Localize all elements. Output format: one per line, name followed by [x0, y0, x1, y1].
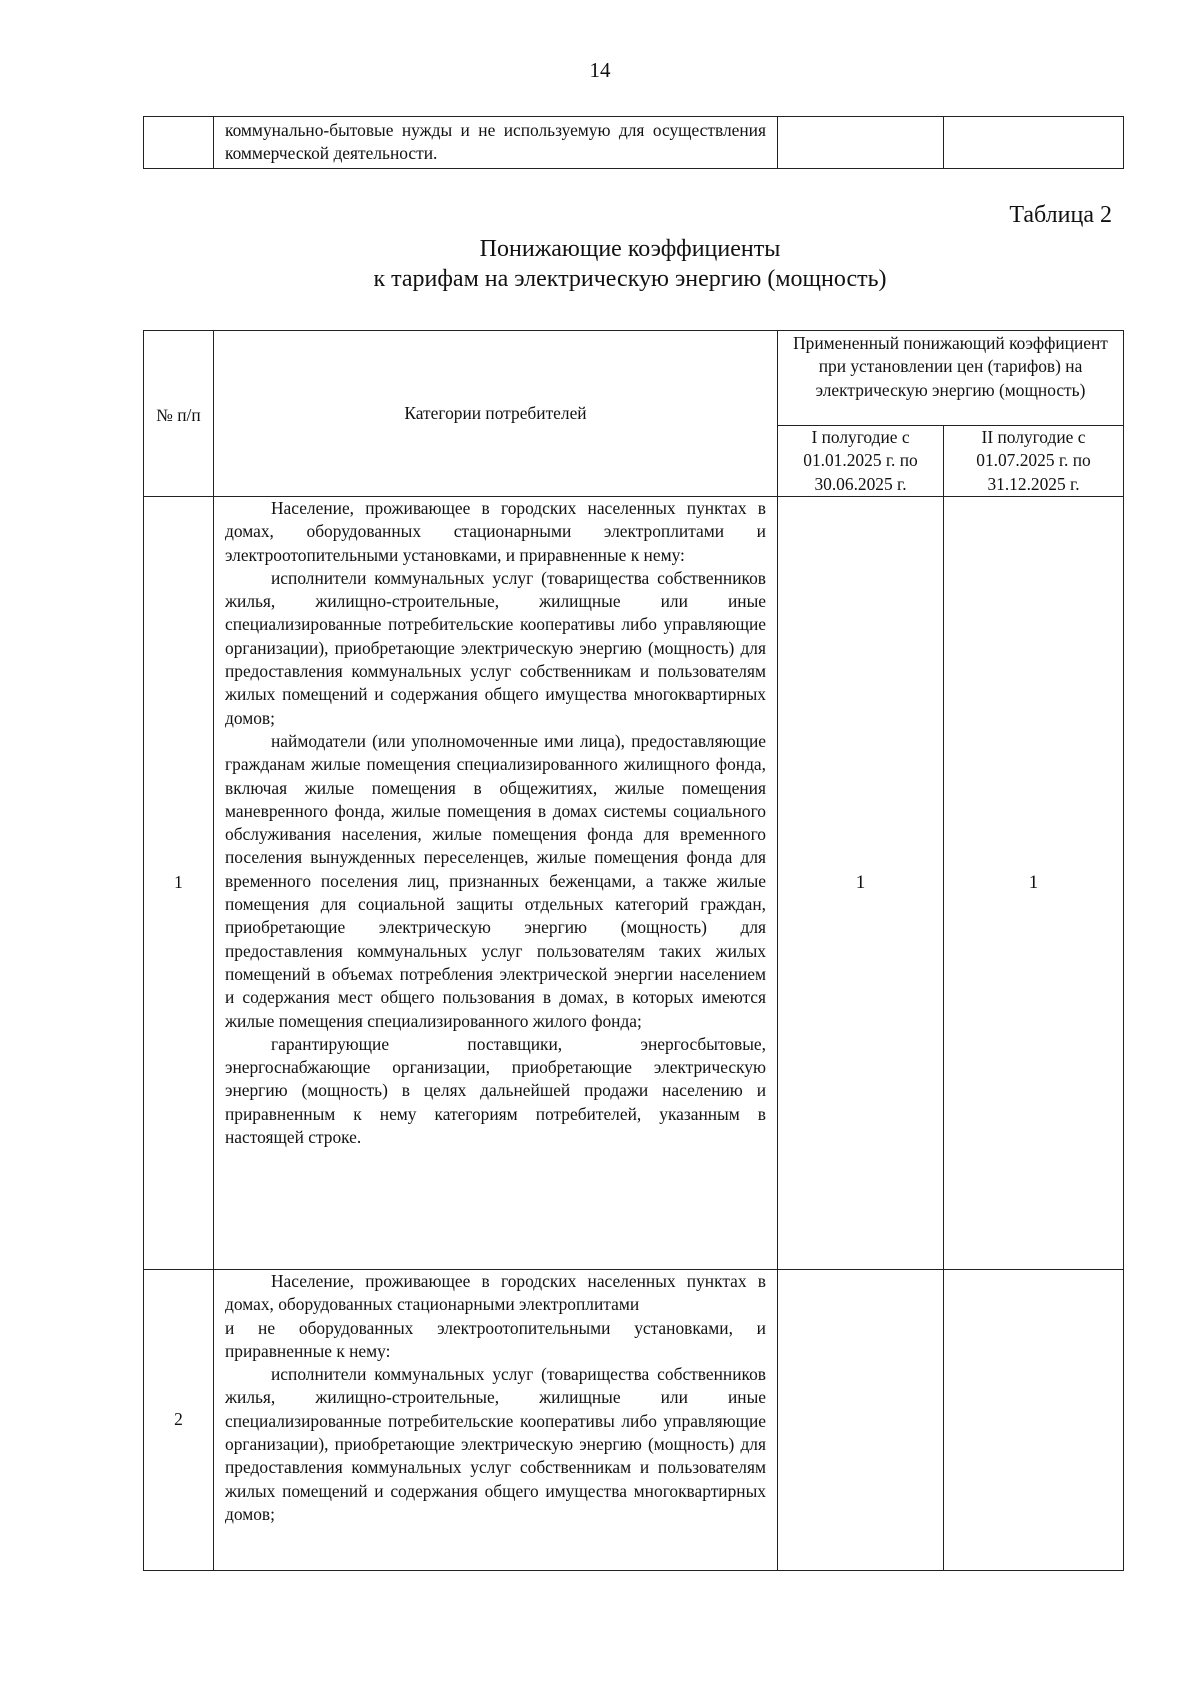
category-cell [214, 497, 778, 1270]
header-category: Категории потребителей [214, 331, 778, 497]
category-paragraph: Население, проживающее в городских населенных пунктах в домах, оборудованных стационарными электроплитами [225, 1271, 766, 1315]
table-row [144, 497, 1124, 1270]
coefficient-half2 [944, 1270, 1124, 1571]
category-paragraph: гарантирующие поставщики, энергосбытовые, энергоснабжающие организации, приобретающие электрическую энергию (мощность) в целях дальнейшей продажи населению и приравненным к нему категориям потребителей, указанным в настоящей строке. [225, 1033, 766, 1148]
number-cell [144, 117, 214, 169]
header-half2: II полугодие с 01.07.2025 г. по 31.12.2025 г. [944, 426, 1124, 497]
header-number: № п/п [144, 331, 214, 497]
row-number: 1 [144, 497, 214, 1270]
table-row [144, 117, 1124, 169]
table-label: Таблица 2 [1009, 202, 1112, 228]
category-paragraph: исполнители коммунальных услуг (товарищества собственников жилья, жилищно-строительные, жилищные или иные специализированные потребительские кооперативы либо управляющие организации), приобретающие электрическую энергию (мощность) для предоставления коммунальных услуг собственникам и пользователям жилых помещений и содержания общего имущества многоквартирных домов; [225, 1364, 766, 1524]
coefficient-half1 [778, 1270, 944, 1571]
table-title [0, 234, 1200, 294]
category-paragraph: и не оборудованных электроотопительными установками, и приравненные к нему: [225, 1317, 766, 1361]
half2-cell [944, 117, 1124, 169]
coefficient-half2: 1 [944, 497, 1124, 1270]
table-row [144, 1270, 1124, 1571]
header-half1: I полугодие с 01.01.2025 г. по 30.06.2025 г. [778, 426, 944, 497]
previous-table-fragment [143, 116, 1124, 169]
category-cell: коммунально-бытовые нужды и не используемую для осуществления коммерческой деятельности. [214, 117, 778, 169]
category-paragraph: исполнители коммунальных услуг (товарищества собственников жилья, жилищно-строительные, жилищные или иные специализированные потребительские кооперативы либо управляющие организации), приобретающие электрическую энергию (мощность) для предоставления коммунальных услуг собственникам и пользователям жилых помещений и содержания общего имущества многоквартирных домов; [225, 567, 766, 728]
header-row [144, 331, 1124, 426]
table-title-line-2: к тарифам на электрическую энергию (мощность) [373, 266, 887, 292]
coefficients-table [143, 330, 1124, 1571]
category-cell [214, 1270, 778, 1571]
row-number: 2 [144, 1270, 214, 1571]
page-number: 14 [589, 58, 611, 82]
table-title-line-1: Понижающие коэффициенты [479, 236, 781, 262]
header-coefficient-group: Примененный понижающий коэффициент при установлении цен (тарифов) на электрическую энергию (мощность) [778, 331, 1124, 426]
category-paragraph: Население, проживающее в городских населенных пунктах в домах, оборудованных стационарными электроплитами и электроотопительными установками, и приравненные к нему: [225, 498, 766, 565]
half1-cell [778, 117, 944, 169]
category-paragraph: наймодатели (или уполномоченные ими лица), предоставляющие гражданам жилые помещения специализированного жилищного фонда, включая жилые помещения в общежитиях, жилые помещения маневренного фонда, жилые помещения в домах системы социального обслуживания населения, жилые помещения фонда для временного поселения вынужденных переселенцев, жилые помещения фонда для временного поселения лиц, признанных беженцами, а также жилые помещения для социальной защиты отдельных категорий граждан, приобретающие электрическую энергию (мощность) для предоставления коммунальных услуг пользователям таких жилых помещений в объемах потребления электрической энергии населением и содержания мест общего пользования в домах, в которых имеются жилые помещения специализированного жилого фонда; [225, 730, 766, 1031]
coefficient-half1: 1 [778, 497, 944, 1270]
